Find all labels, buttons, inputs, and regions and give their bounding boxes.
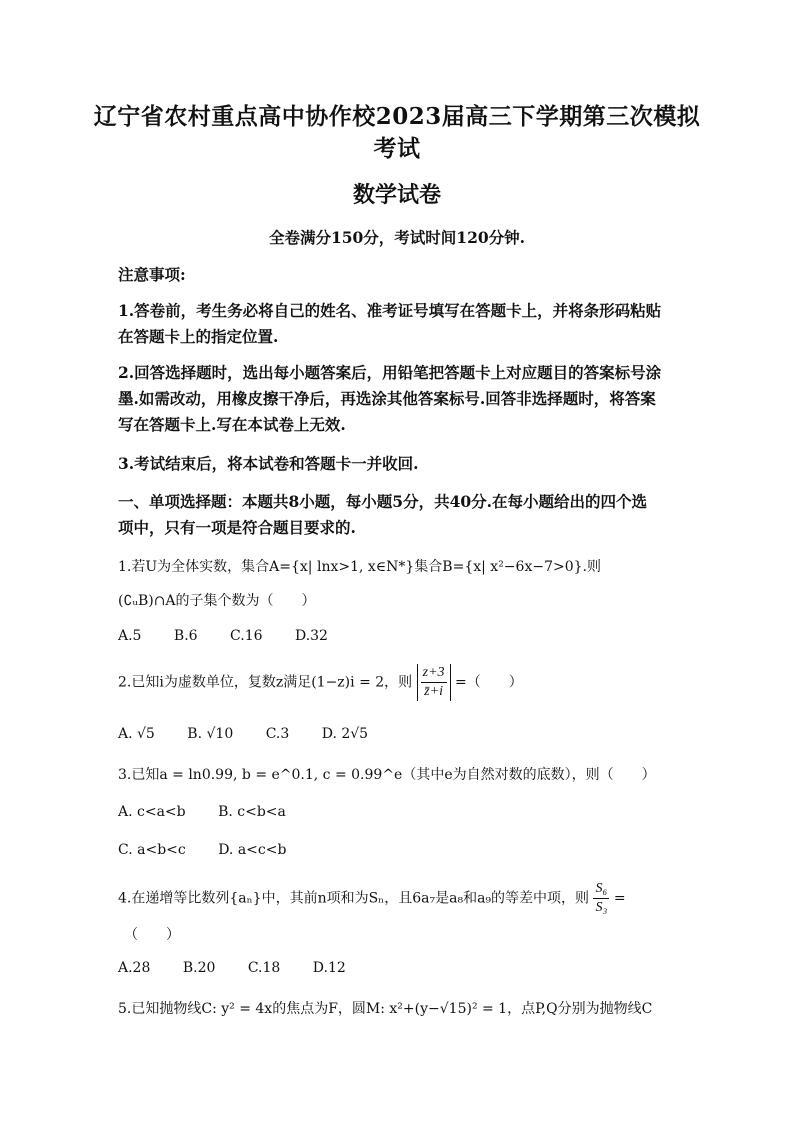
q2-fraction-denominator: z̄+i	[424, 684, 443, 699]
q4-option-b: B.20	[182, 960, 216, 976]
q1-options	[118, 628, 356, 644]
q3-option-c: C. a<b<c	[118, 842, 186, 858]
q4-fraction-numerator: S₆	[593, 880, 609, 899]
q1-stem-line2: (∁ᵤB)∩A的子集个数为（ ）	[118, 593, 316, 609]
notice-item1-line2: 在答题卡上的指定位置.	[118, 327, 279, 346]
q4-fraction	[593, 880, 609, 917]
section1-line2: 项中，只有一项是符合题目要求的.	[118, 518, 356, 537]
subject-title: 数学试卷	[352, 182, 441, 208]
q4-stem-suffix: =	[613, 890, 626, 907]
q3-options-row2	[118, 842, 314, 858]
notice-item3: 3.考试结束后，将本试卷和答题卡一并收回.	[118, 454, 419, 473]
q2-option-c: C.3	[265, 726, 290, 742]
notice-item2-line3: 写在答题卡上.写在本试卷上无效.	[118, 415, 346, 434]
exam-info: 全卷满分150分，考试时间120分钟.	[268, 228, 526, 247]
q1-stem-line1: 1.若U为全体实数，集合A={x| lnx>1, x∈N*}集合B={x| x²−6x−7>0}.则	[118, 559, 601, 575]
q4-fraction-denominator: S₃	[595, 900, 608, 915]
q4-stem-prefix: 4.在递增等比数列{aₙ}中，其前n项和为Sₙ，且6a₇是a₈和a₉的等差中项，则	[118, 890, 590, 907]
q2-stem-suffix: =（ ）	[454, 674, 523, 691]
q1-option-b: B.6	[173, 628, 198, 644]
q4-option-c: C.18	[247, 960, 281, 976]
q3-options-row1	[118, 804, 314, 820]
q4-option-d: D.12	[312, 960, 346, 976]
exam-title-line1: 辽宁省农村重点高中协作校2023届高三下学期第三次模拟	[93, 103, 701, 130]
q2-abs-fraction	[417, 664, 451, 701]
section1-line1: 一、单项选择题：本题共8小题，每小题5分，共40分.在每小题给出的四个选	[118, 492, 648, 511]
q1-option-a: A.5	[118, 628, 142, 644]
q2-stem	[118, 664, 523, 701]
q3-stem: 3.已知a = ln0.99, b = e^0.1, c = 0.99^e（其中e为自然对数的底数），则（ ）	[118, 767, 656, 783]
q2-option-b: B. √10	[187, 726, 234, 742]
q4-stem	[118, 880, 626, 917]
q4-stem-line2: （ ）	[124, 927, 180, 943]
q4-options	[118, 960, 374, 976]
q2-option-d: D. 2√5	[321, 726, 369, 742]
q2-option-a: A. √5	[118, 726, 155, 742]
q5-stem: 5.已知抛物线C: y² = 4x的焦点为F，圆M: x²+(y−√15)² = 1，点P,Q分别为抛物线C	[118, 1001, 653, 1017]
q2-stem-prefix: 2.已知i为虚数单位，复数z满足(1−z)i = 2，则	[118, 674, 413, 691]
q1-option-c: C.16	[230, 628, 263, 644]
q1-option-d: D.32	[294, 628, 328, 644]
notice-item2-line1: 2.回答选择题时，选出每小题答案后，用铅笔把答题卡上对应题目的答案标号涂	[118, 363, 662, 382]
q3-option-d: D. a<c<b	[218, 842, 287, 858]
q2-options	[118, 726, 396, 742]
notice-heading: 注意事项:	[118, 265, 186, 284]
q4-option-a: A.28	[118, 960, 151, 976]
q3-option-b: B. c<b<a	[218, 804, 286, 820]
notice-item1-line1: 1.答卷前，考生务必将自己的姓名、准考证号填写在答题卡上，并将条形码粘贴	[118, 301, 662, 320]
q3-option-a: A. c<a<b	[118, 804, 186, 820]
exam-title-line2: 考试	[373, 135, 421, 162]
notice-item2-line2: 墨.如需改动，用橡皮擦干净后，再选涂其他答案标号.回答非选择题时，将答案	[118, 389, 656, 408]
q2-fraction-numerator: z+3	[421, 664, 447, 683]
